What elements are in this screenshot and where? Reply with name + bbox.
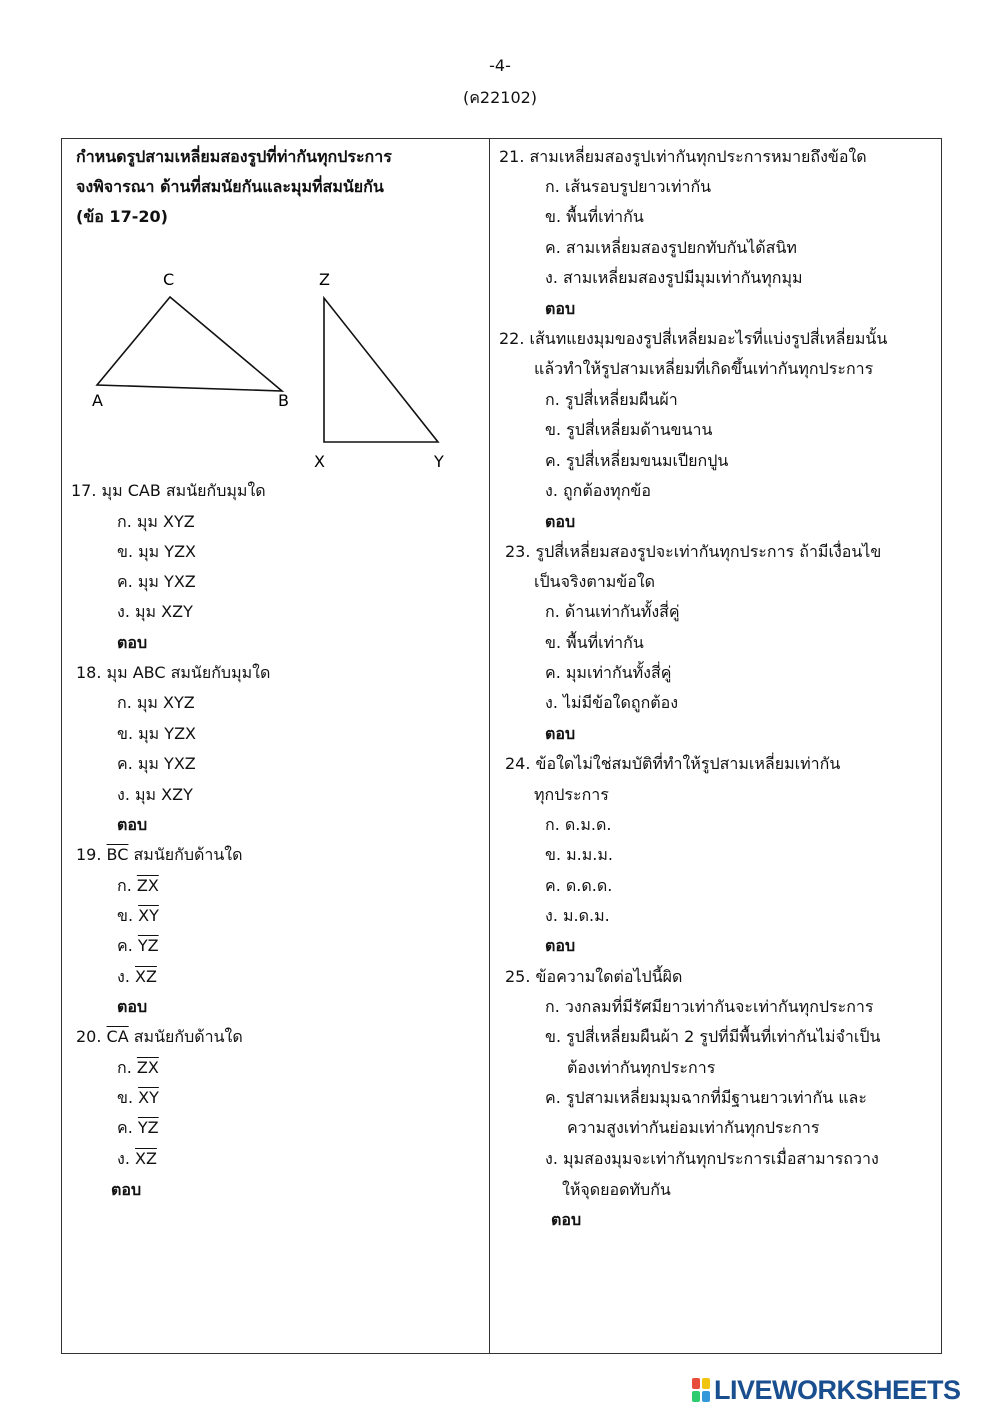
q19-choice-b: ข. $\overline{XY}$ <box>117 906 159 925</box>
q20-choice-c: ค. $\overline{YZ}$ <box>117 1118 159 1137</box>
question-22-stem-line-2: แล้วทำให้รูปสามเหลี่ยมที่เกิดขึ้นเท่ากันทุกประการ <box>534 359 874 378</box>
question-24-stem-line-2: ทุกประการ <box>534 785 609 804</box>
instruction-line-1: กำหนดรูปสามเหลี่ยมสองรูปที่ท่ากันทุกประการ <box>76 147 392 166</box>
q23-answer-label[interactable]: ตอบ <box>545 724 576 743</box>
question-18-stem: 18. มุม ABC สมนัยกับมุมใด <box>76 663 271 682</box>
course-code: (ค22102) <box>462 88 538 107</box>
q21-choice-b: ข. พื้นที่เท่ากัน <box>545 207 644 226</box>
logo-square-2 <box>702 1378 710 1389</box>
triangle-abc <box>97 297 282 391</box>
logo-text: LIVEWORKSHEETS <box>714 1374 961 1405</box>
q24-choice-c: ค. ด.ด.ด. <box>545 876 613 895</box>
q17-choice-a: ก. มุม XYZ <box>117 512 195 531</box>
q25-choice-a: ก. วงกลมที่มีรัศมียาวเท่ากันจะเท่ากันทุกประการ <box>545 997 874 1016</box>
q17-choice-c: ค. มุม YXZ <box>117 572 196 591</box>
logo-square-1 <box>692 1378 700 1389</box>
logo-square-3 <box>692 1391 700 1402</box>
q20-choice-d: ง. $\overline{XZ}$ <box>117 1149 157 1168</box>
q25-choice-d-cont: ให้จุดยอดทับกัน <box>562 1180 671 1199</box>
label-z: Z <box>319 270 330 289</box>
question-19-stem <box>76 845 243 865</box>
q17-choice-d: ง. มุม XZY <box>117 602 193 621</box>
q20-stem-rest: สมนัยกับด้านใด <box>128 1027 243 1046</box>
q25-choice-c-cont: ความสูงเท่ากันย่อมเท่ากันทุกประการ <box>567 1118 820 1137</box>
q20-choice-a: ก. $\overline{ZX}$ <box>117 1058 159 1077</box>
q21-choice-d: ง. สามเหลี่ยมสองรูปมีมุมเท่ากันทุกมุม <box>545 268 803 287</box>
label-a: A <box>92 391 103 410</box>
triangle-xyz <box>324 298 438 442</box>
q22-choice-c: ค. รูปสี่เหลี่ยมขนมเปียกปูน <box>545 451 729 470</box>
q20-number: 20. <box>76 1027 102 1046</box>
q24-answer-label[interactable]: ตอบ <box>545 936 576 955</box>
question-25-stem: 25. ข้อความใดต่อไปนี้ผิด <box>505 967 683 986</box>
q17-choice-b: ข. มุม YZX <box>117 542 196 561</box>
question-23-stem-line-2: เป็นจริงตามข้อใด <box>534 572 656 591</box>
q23-choice-b: ข. พื้นที่เท่ากัน <box>545 633 644 652</box>
label-x: X <box>314 452 325 471</box>
question-20-stem <box>76 1027 243 1047</box>
page-number: -4- <box>489 56 511 75</box>
liveworksheets-logo[interactable] <box>692 1376 961 1404</box>
q22-answer-label[interactable]: ตอบ <box>545 512 576 531</box>
q19-number: 19. <box>76 845 102 864</box>
logo-mark-icon <box>692 1378 710 1402</box>
q18-answer-label[interactable]: ตอบ <box>117 815 148 834</box>
q19-stem-rest: สมนัยกับด้านใด <box>128 845 243 864</box>
q23-choice-d: ง. ไม่มีข้อใดถูกต้อง <box>545 693 679 712</box>
question-23-stem-line-1: 23. รูปสี่เหลี่ยมสองรูปจะเท่ากันทุกประการ ถ้ามีเงื่อนไข <box>505 542 882 561</box>
label-b: B <box>278 391 289 410</box>
instruction-line-2: จงพิจารณา ด้านที่สมนัยกันและมุมที่สมนัยกัน <box>76 177 384 196</box>
triangles-figure <box>0 0 1000 500</box>
logo-square-4 <box>702 1391 710 1402</box>
q20-answer-label[interactable]: ตอบ <box>111 1180 142 1199</box>
q22-choice-b: ข. รูปสี่เหลี่ยมด้านขนาน <box>545 420 713 439</box>
q21-choice-a: ก. เส้นรอบรูปยาวเท่ากัน <box>545 177 712 196</box>
q23-choice-c: ค. มุมเท่ากันทั้งสี่คู่ <box>545 663 672 682</box>
q24-choice-d: ง. ม.ด.ม. <box>545 906 610 925</box>
q22-choice-d: ง. ถูกต้องทุกข้อ <box>545 481 651 500</box>
q18-choice-a: ก. มุม XYZ <box>117 693 195 712</box>
question-24-stem-line-1: 24. ข้อใดไม่ใช่สมบัติที่ทำให้รูปสามเหลี่ยมเท่ากัน <box>505 754 841 773</box>
q18-choice-d: ง. มุม XZY <box>117 785 193 804</box>
q19-choice-d: ง. $\overline{XZ}$ <box>117 967 157 986</box>
question-21-stem: 21. สามเหลี่ยมสองรูปเท่ากันทุกประการหมายถึงข้อใด <box>499 147 867 166</box>
question-22-stem-line-1: 22. เส้นทแยงมุมของรูปสี่เหลี่ยมอะไรที่แบ่งรูปสี่เหลี่ยมนั้น <box>499 329 888 348</box>
q25-choice-b: ข. รูปสี่เหลี่ยมผืนผ้า 2 รูปที่มีพื้นที่เท่ากันไม่จำเป็น <box>545 1027 881 1046</box>
q19-choice-c: ค. $\overline{YZ}$ <box>117 936 159 955</box>
q25-choice-b-cont: ต้องเท่ากันทุกประการ <box>567 1058 716 1077</box>
question-17-stem: 17. มุม CAB สมนัยกับมุมใด <box>71 481 266 500</box>
q17-answer-label[interactable]: ตอบ <box>117 633 148 652</box>
label-y: Y <box>434 452 444 471</box>
q22-choice-a: ก. รูปสี่เหลี่ยมผืนผ้า <box>545 390 678 409</box>
q19-choice-a: ก. $\overline{ZX}$ <box>117 876 159 895</box>
q18-choice-b: ข. มุม YZX <box>117 724 196 743</box>
q25-answer-label[interactable]: ตอบ <box>551 1210 582 1229</box>
q20-segment: $\overline{CA}$ <box>106 1027 129 1046</box>
q21-choice-c: ค. สามเหลี่ยมสองรูปยกทับกันได้สนิท <box>545 238 797 257</box>
q19-answer-label[interactable]: ตอบ <box>117 997 148 1016</box>
q21-answer-label[interactable]: ตอบ <box>545 299 576 318</box>
q24-choice-b: ข. ม.ม.ม. <box>545 845 614 864</box>
label-c: C <box>163 270 175 289</box>
q25-choice-d: ง. มุมสองมุมจะเท่ากันทุกประการเมื่อสามารถวาง <box>545 1149 879 1168</box>
q18-choice-c: ค. มุม YXZ <box>117 754 196 773</box>
instruction-line-3: (ข้อ 17-20) <box>76 207 168 226</box>
q19-segment: $\overline{BC}$ <box>106 845 129 864</box>
q24-choice-a: ก. ด.ม.ด. <box>545 815 612 834</box>
q20-choice-b: ข. $\overline{XY}$ <box>117 1088 159 1107</box>
q25-choice-c: ค. รูปสามเหลี่ยมมุมฉากที่มีฐานยาวเท่ากัน และ <box>545 1088 867 1107</box>
q23-choice-a: ก. ด้านเท่ากันทั้งสี่คู่ <box>545 602 680 621</box>
